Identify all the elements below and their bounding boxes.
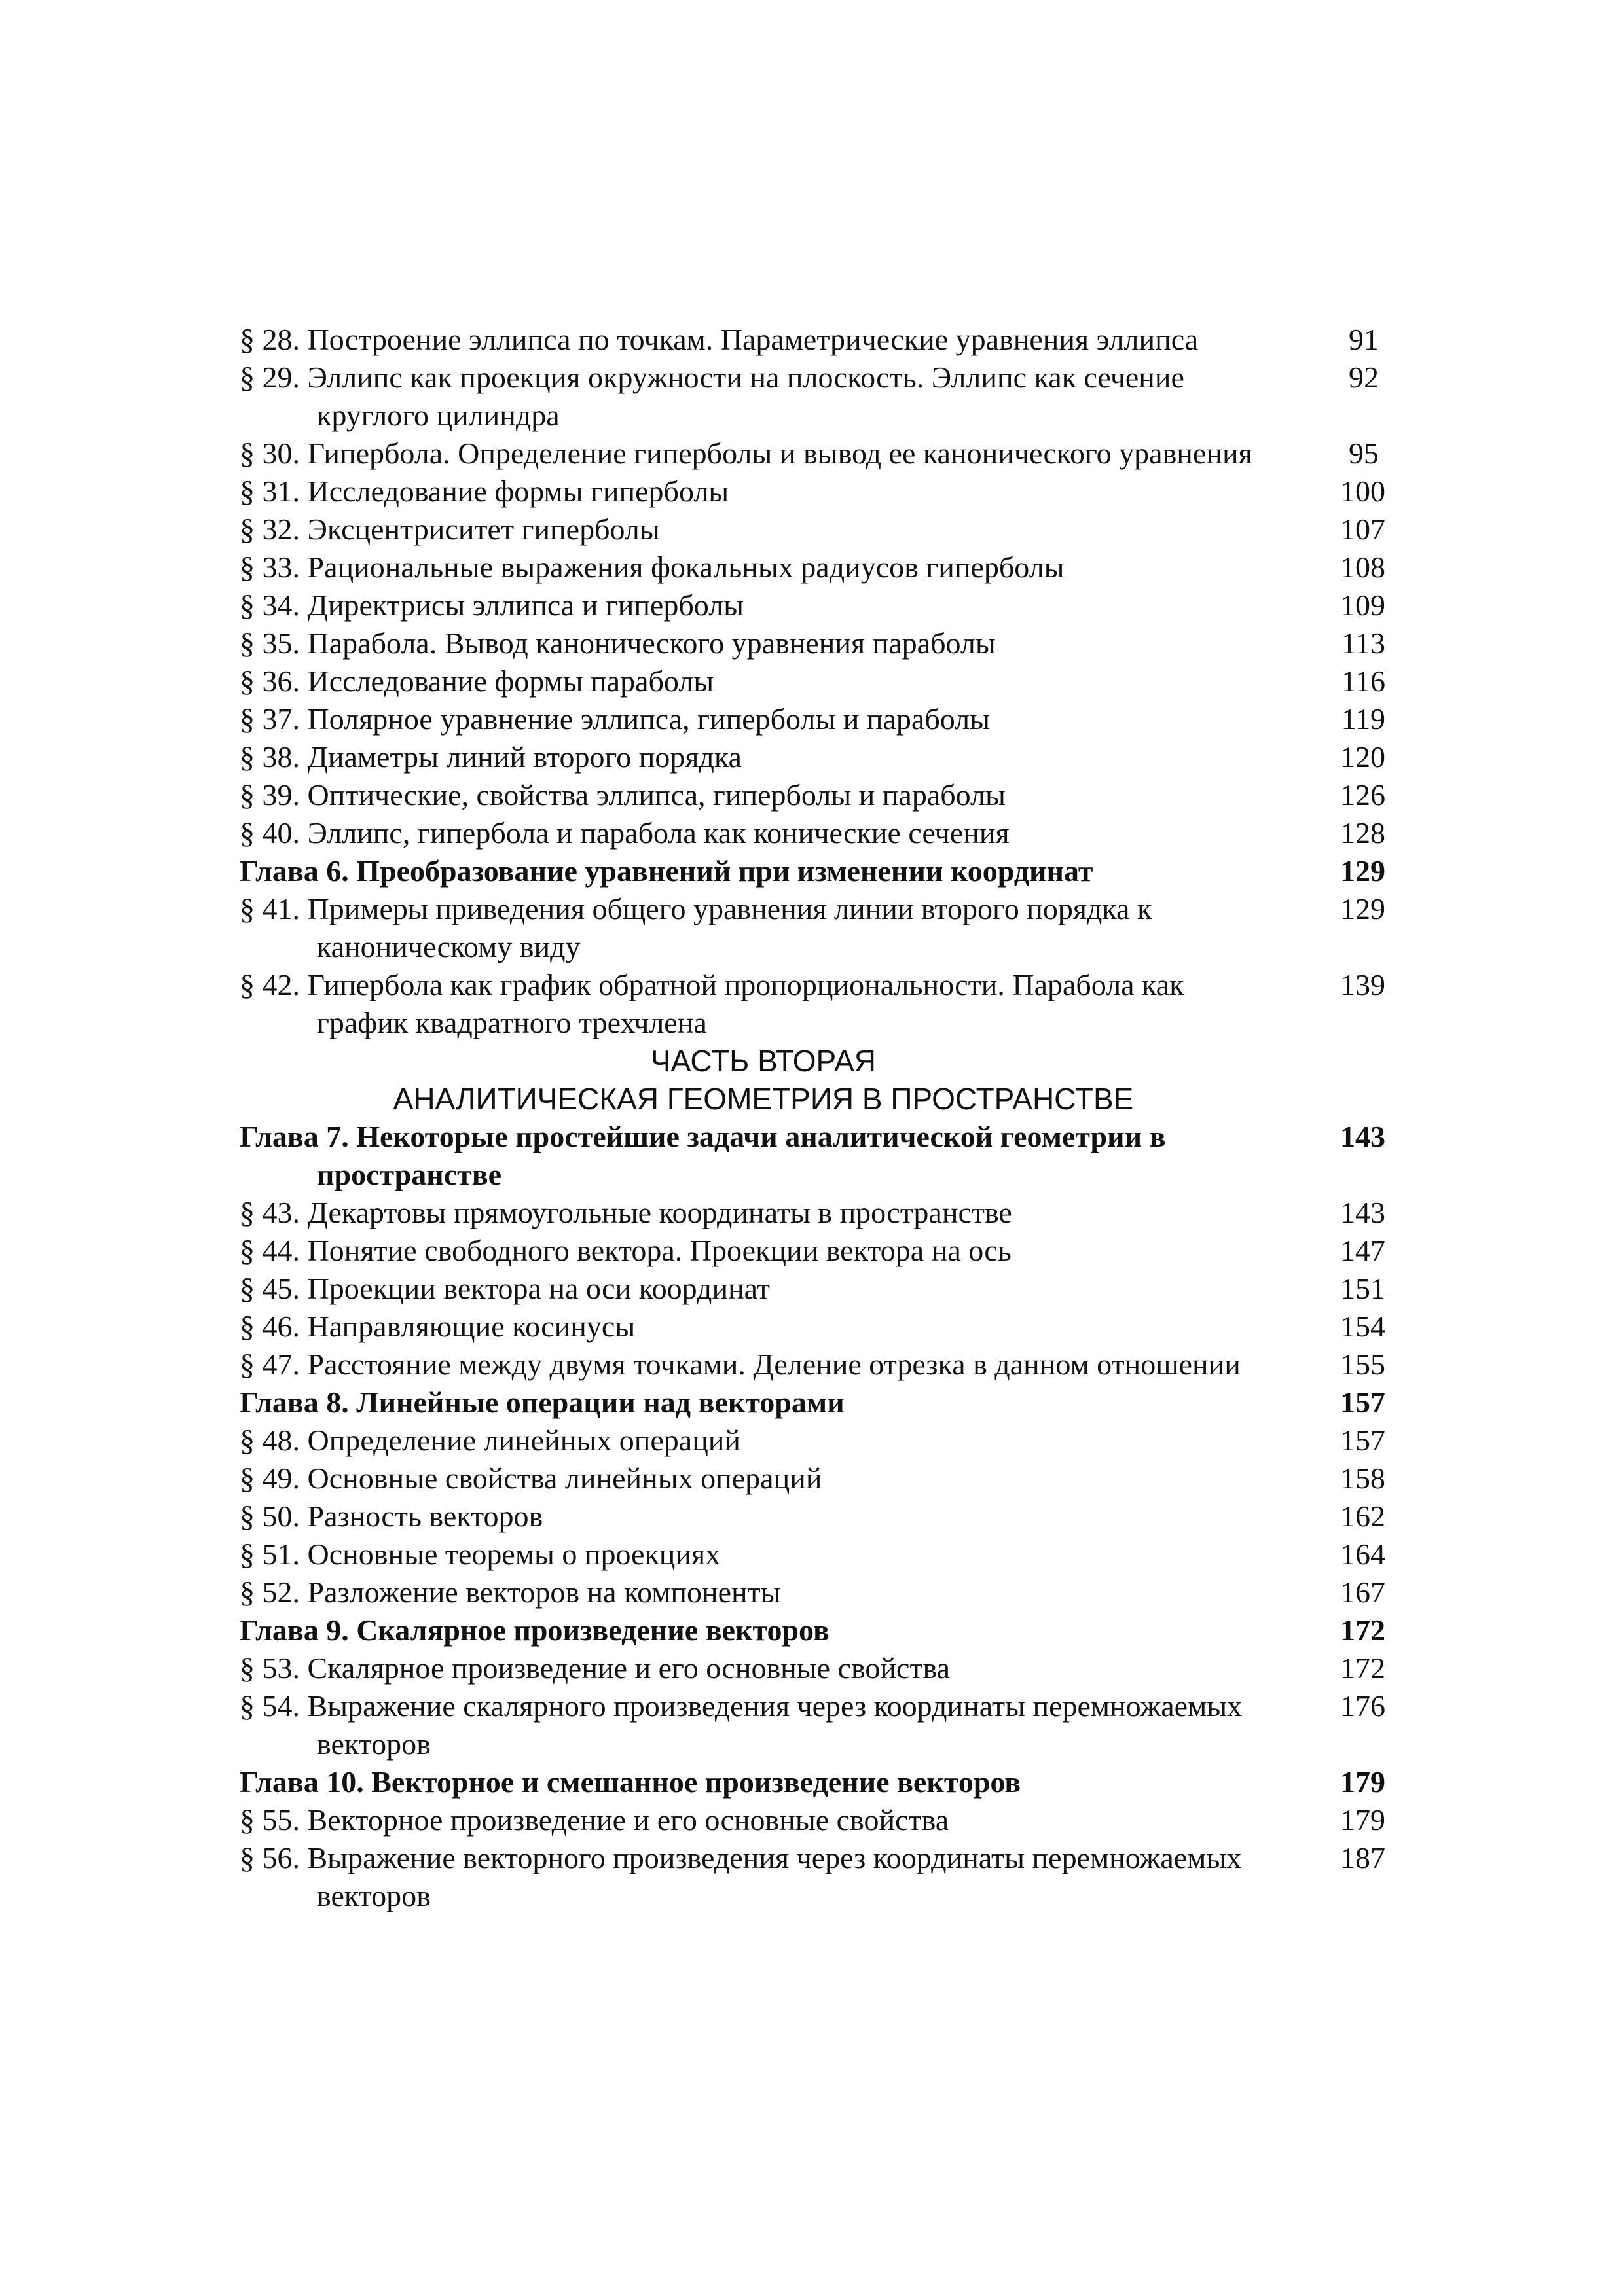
page-number: 119 (1341, 702, 1385, 736)
page-number: 172 (1340, 1613, 1385, 1647)
section-title: § 53. Скалярное произведение и его основные свойства (240, 1651, 951, 1685)
toc-entry-row (240, 1308, 1392, 1346)
section-title: § 55. Векторное произведение и его основные свойства (240, 1803, 949, 1837)
toc-entry-row (240, 1422, 1392, 1460)
toc-entry-row (240, 359, 1392, 435)
toc-entry-row (240, 473, 1392, 511)
page-number: 143 (1340, 1120, 1385, 1153)
page-number: 143 (1340, 1196, 1385, 1229)
page-number: 129 (1340, 892, 1385, 925)
section-title: § 48. Определение линейных операций (240, 1424, 741, 1457)
section-title: § 37. Полярное уравнение эллипса, гиперболы и параболы (240, 702, 991, 736)
page-number: 162 (1340, 1499, 1385, 1533)
page-number: 108 (1340, 550, 1385, 584)
toc-section-part-two (240, 1118, 1392, 1915)
toc-entry-row (240, 1460, 1392, 1498)
toc-entry-row (240, 1839, 1392, 1915)
page-number: 126 (1340, 778, 1385, 812)
toc-entry-row (240, 814, 1392, 852)
page-number: 92 (1349, 361, 1379, 394)
toc-entry-row (240, 1270, 1392, 1308)
page-number: 116 (1341, 664, 1385, 698)
section-title: § 43. Декартовы прямоугольные координаты в пространстве (240, 1196, 1012, 1229)
page-number: 129 (1340, 854, 1385, 888)
toc-entry-row (240, 1498, 1392, 1535)
page-number: 164 (1340, 1537, 1385, 1571)
section-title: § 42. Гипербола как график обратной пропорциональности. Парабола как график квадратного трехчлена (240, 968, 1184, 1039)
part-subtitle: АНАЛИТИЧЕСКАЯ ГЕОМЕТРИЯ В ПРОСТРАНСТВЕ (393, 1082, 1134, 1116)
toc-chapter-row (240, 1384, 1392, 1422)
page-number: 95 (1349, 437, 1379, 470)
page-number: 167 (1340, 1575, 1385, 1609)
section-title: § 45. Проекции вектора на оси координат (240, 1272, 771, 1305)
toc-entry-row (240, 890, 1392, 966)
section-title: § 38. Диаметры линий второго порядка (240, 740, 742, 774)
section-title: § 31. Исследование формы гиперболы (240, 475, 729, 508)
toc-chapter-row (240, 1611, 1392, 1649)
page-number: 139 (1340, 968, 1385, 1001)
section-title: § 35. Парабола. Вывод канонического уравнения параболы (240, 626, 996, 660)
toc-entry-row (240, 321, 1392, 359)
page-number: 155 (1340, 1348, 1385, 1381)
section-title: § 28. Построение эллипса по точкам. Параметрические уравнения эллипса (240, 323, 1199, 356)
section-title: § 52. Разложение векторов на компоненты (240, 1575, 781, 1609)
toc-entry-row (240, 511, 1392, 548)
toc-entry-row (240, 662, 1392, 700)
page-number: 154 (1340, 1310, 1385, 1343)
section-title: § 40. Эллипс, гипербола и парабола как конические сечения (240, 816, 1010, 850)
page-number: 147 (1340, 1234, 1385, 1267)
chapter-title: Глава 8. Линейные операции над векторами (240, 1386, 845, 1419)
page-number: 151 (1340, 1272, 1385, 1305)
toc-entry-row (240, 966, 1392, 1042)
page-number: 113 (1341, 626, 1385, 660)
toc-section-part-one (240, 321, 1392, 1042)
toc-entry-row (240, 1232, 1392, 1270)
chapter-title: Глава 10. Векторное и смешанное произведение векторов (240, 1765, 1021, 1799)
section-title: § 39. Оптические, свойства эллипса, гиперболы и параболы (240, 778, 1006, 812)
toc-entry-row (240, 700, 1392, 738)
section-title: § 50. Разность векторов (240, 1499, 543, 1533)
page-number: 172 (1340, 1651, 1385, 1685)
toc-entry-row (240, 1649, 1392, 1687)
chapter-title: Глава 6. Преобразование уравнений при изменении координат (240, 854, 1093, 888)
toc-entry-row (240, 548, 1392, 586)
table-of-contents (240, 321, 1392, 1915)
page-number: 158 (1340, 1462, 1385, 1495)
toc-chapter-row (240, 1118, 1392, 1194)
page-number: 128 (1340, 816, 1385, 850)
toc-entry-row (240, 738, 1392, 776)
page-number: 176 (1340, 1689, 1385, 1723)
page-number: 100 (1340, 475, 1385, 508)
page-number: 157 (1340, 1424, 1385, 1457)
section-title: § 49. Основные свойства линейных операций (240, 1462, 822, 1495)
toc-entry-row (240, 1573, 1392, 1611)
section-title: § 44. Понятие свободного вектора. Проекции вектора на ось (240, 1234, 1012, 1267)
page-number: 91 (1349, 323, 1379, 356)
toc-entry-row (240, 435, 1392, 473)
section-title: § 32. Эксцентриситет гиперболы (240, 512, 660, 546)
chapter-title: Глава 7. Некоторые простейшие задачи аналитической геометрии в пространстве (240, 1120, 1166, 1191)
section-title: § 41. Примеры приведения общего уравнения линии второго порядка к каноническому виду (240, 892, 1152, 963)
toc-entry-row (240, 586, 1392, 624)
page-number: 157 (1340, 1386, 1385, 1419)
page-number: 109 (1340, 588, 1385, 622)
page-number: 120 (1340, 740, 1385, 774)
toc-entry-row (240, 1346, 1392, 1384)
toc-entry-row (240, 1535, 1392, 1573)
toc-chapter-row (240, 852, 1392, 890)
page-number: 107 (1340, 512, 1385, 546)
section-title: § 34. Директрисы эллипса и гиперболы (240, 588, 744, 622)
page-number: 179 (1340, 1803, 1385, 1837)
page-number: 187 (1340, 1841, 1385, 1874)
toc-entry-row (240, 776, 1392, 814)
section-title: § 29. Эллипс как проекция окружности на плоскость. Эллипс как сечение круглого цилиндра (240, 361, 1184, 432)
toc-entry-row (240, 1801, 1392, 1839)
section-title: § 33. Рациональные выражения фокальных радиусов гиперболы (240, 550, 1065, 584)
part-title: ЧАСТЬ ВТОРАЯ (650, 1044, 876, 1078)
section-title: § 54. Выражение скалярного произведения через координаты перемножаемых векторов (240, 1689, 1243, 1761)
toc-chapter-row (240, 1763, 1392, 1801)
section-title: § 56. Выражение векторного произведения через координаты перемножаемых векторов (240, 1841, 1242, 1912)
chapter-title: Глава 9. Скалярное произведение векторов (240, 1613, 830, 1647)
section-title: § 51. Основные теоремы о проекциях (240, 1537, 721, 1571)
page-number: 179 (1340, 1765, 1385, 1799)
section-title: § 47. Расстояние между двумя точками. Деление отрезка в данном отношении (240, 1348, 1241, 1381)
toc-entry-row (240, 1194, 1392, 1232)
section-title: § 36. Исследование формы параболы (240, 664, 714, 698)
section-title: § 46. Направляющие косинусы (240, 1310, 636, 1343)
toc-entry-row (240, 1687, 1392, 1763)
section-title: § 30. Гипербола. Определение гиперболы и вывод ее канонического уравнения (240, 437, 1252, 470)
toc-entry-row (240, 624, 1392, 662)
